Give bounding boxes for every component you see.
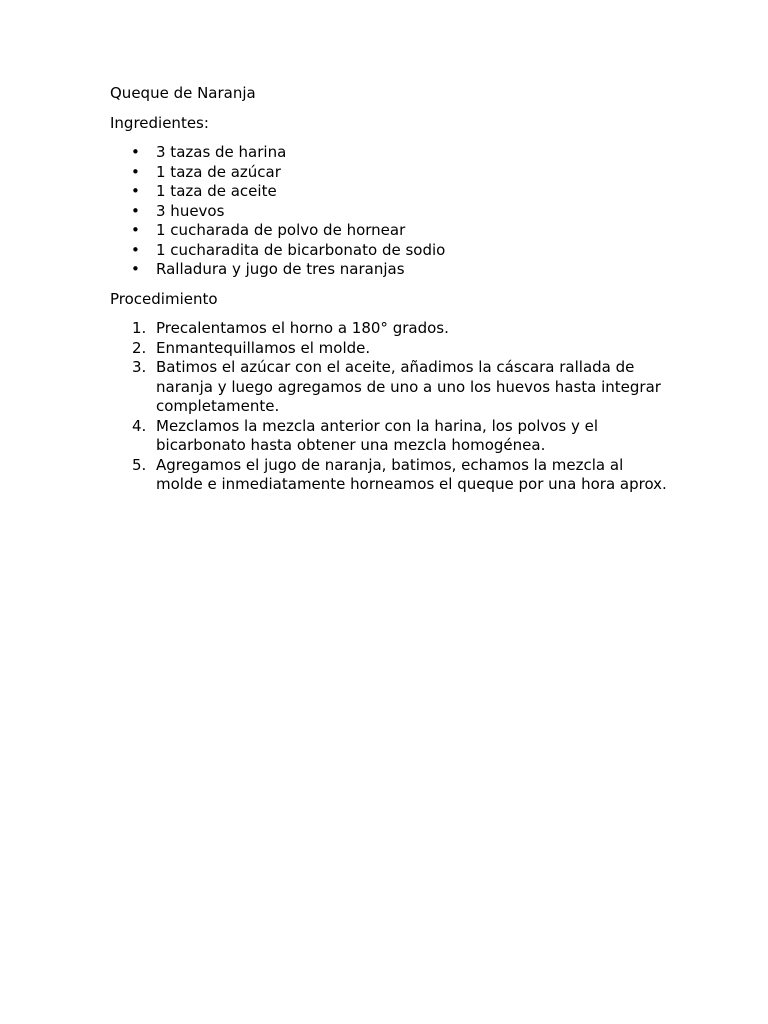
ingredient-text: 1 cucharada de polvo de hornear [156,221,406,239]
list-item [132,416,670,456]
list-item [131,260,670,280]
bullet-icon: • [131,221,140,239]
list-item [131,221,670,241]
step-text: Batimos el azúcar con el aceite, añadimos la cáscara rallada de naranja y luego agregamos de uno a uno los huevos hasta integrar completamente. [156,358,661,415]
recipe-title: Queque de Naranja [110,84,256,102]
list-item [131,143,670,163]
step-text: Mezclamos la mezcla anterior con la harina, los polvos y el bicarbonato hasta obtener una mezcla homogénea. [156,416,599,454]
ingredient-text: 1 cucharadita de bicarbonato de sodio [156,240,446,259]
list-item [132,455,670,495]
ingredient-text: Ralladura y jugo de tres naranjas [156,260,405,278]
bullet-icon: • [131,182,140,200]
bullet-icon: • [131,240,140,259]
ingredients-heading: Ingredientes: [110,113,209,132]
ingredient-text: 3 huevos [156,201,225,220]
list-item [131,182,670,202]
step-number: 5. [132,455,147,474]
procedure-heading: Procedimiento [110,289,218,308]
step-number: 1. [132,319,147,337]
list-item [131,201,670,222]
step-text: Precalentamos el horno a 180° grados. [156,319,449,337]
list-item [132,319,670,339]
list-item [132,338,670,359]
ingredient-text: 3 tazas de harina [156,143,287,161]
bullet-icon: • [131,260,140,278]
step-number: 2. [132,338,147,357]
ingredient-text: 1 taza de aceite [156,182,277,200]
bullet-icon: • [131,201,140,220]
list-item [131,162,670,183]
list-item [131,240,670,261]
document-page [110,84,670,505]
step-number: 3. [132,358,147,376]
list-item [132,358,670,417]
ingredients-list [110,143,670,280]
step-text: Agregamos el jugo de naranja, batimos, echamos la mezcla al molde e inmediatamente horneamos el queque por una hora aprox. [156,455,667,493]
step-text: Enmantequillamos el molde. [156,338,371,357]
bullet-icon: • [131,162,140,181]
procedure-list [110,319,670,495]
bullet-icon: • [131,143,140,161]
ingredient-text: 1 taza de azúcar [156,162,281,181]
step-number: 4. [132,416,147,435]
